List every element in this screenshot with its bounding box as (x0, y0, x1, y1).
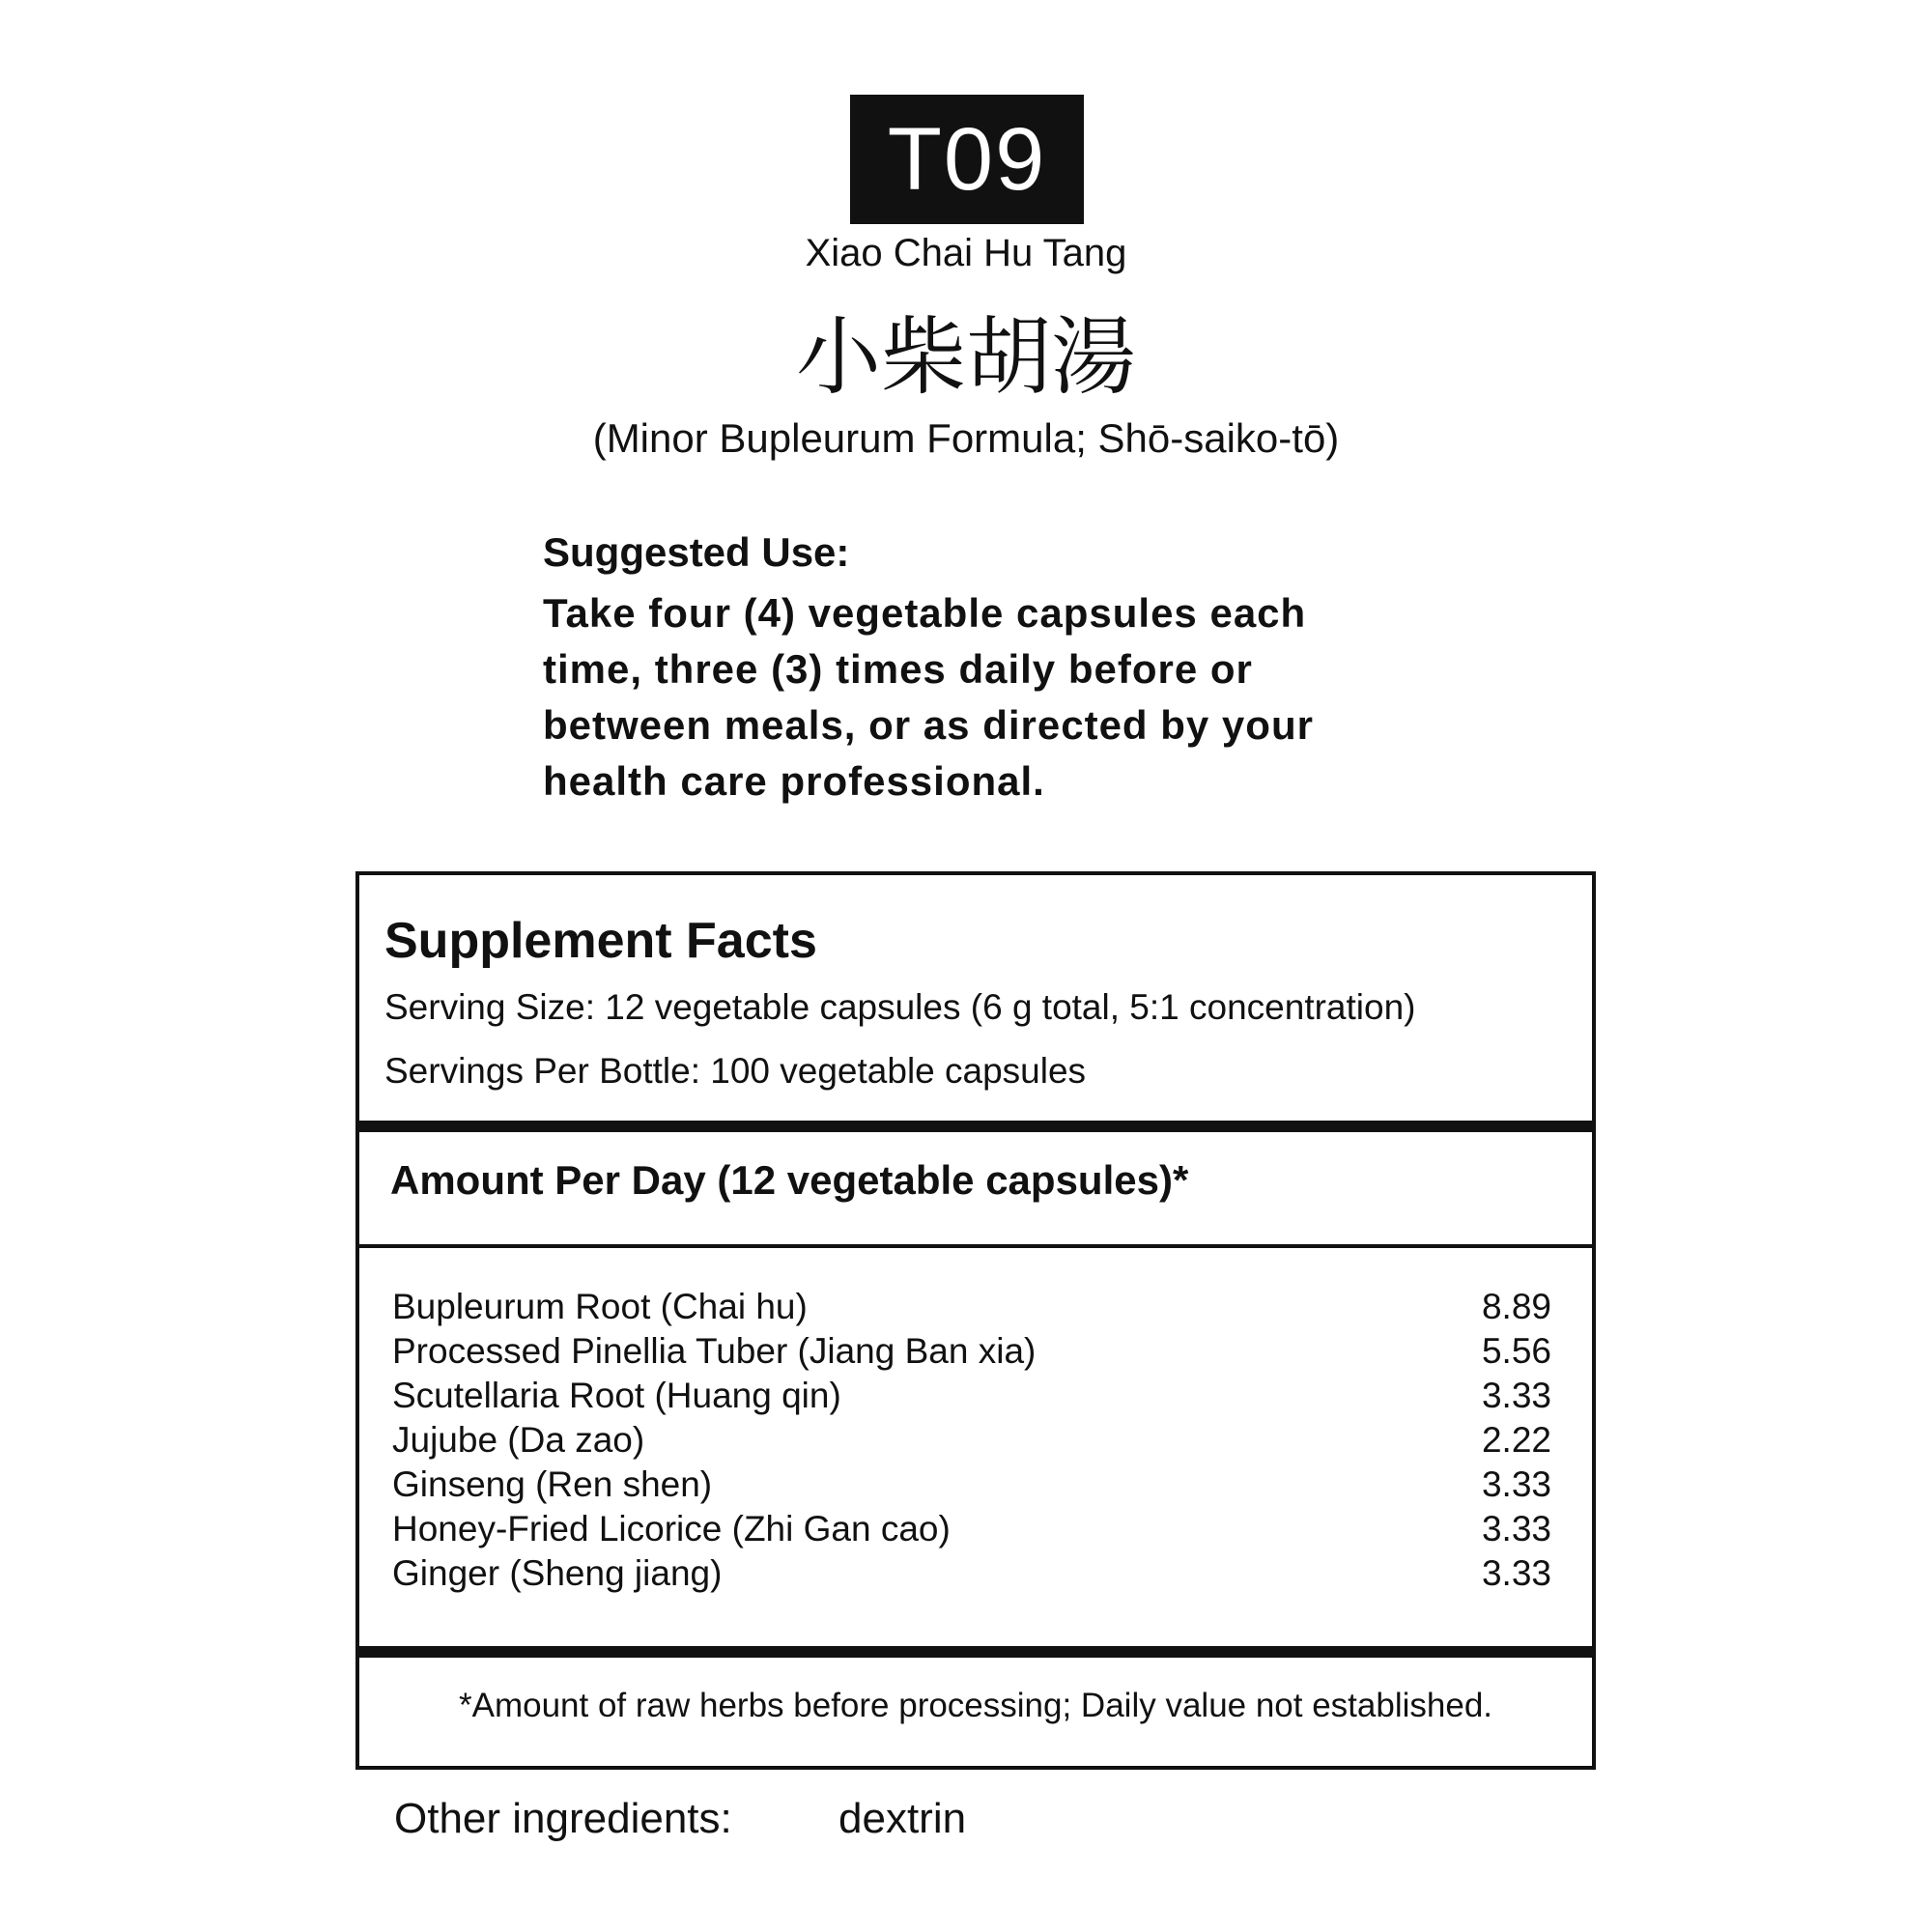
ingredient-name: Bupleurum Root (Chai hu) (392, 1287, 808, 1326)
ingredient-name: Processed Pinellia Tuber (Jiang Ban xia) (392, 1331, 1037, 1371)
ingredient-row (392, 1329, 1551, 1374)
servings-per-bottle: Servings Per Bottle: 100 vegetable capsules (384, 1051, 1087, 1091)
divider-thin (359, 1244, 1592, 1248)
ingredient-name: Honey-Fried Licorice (Zhi Gan cao) (392, 1509, 951, 1548)
ingredient-row (392, 1374, 1551, 1418)
ingredient-amount: 2.22 (1481, 1420, 1551, 1460)
facts-footnote: *Amount of raw herbs before processing; Daily value not established. (458, 1687, 1493, 1724)
supplement-facts-panel (355, 871, 1596, 1770)
ingredient-amount: 3.33 (1481, 1376, 1551, 1415)
ingredient-row (392, 1418, 1551, 1463)
serving-size: Serving Size: 12 vegetable capsules (6 g total, 5:1 concentration) (384, 987, 1416, 1027)
ingredient-name: Scutellaria Root (Huang qin) (392, 1376, 841, 1415)
ingredient-row (392, 1463, 1551, 1507)
suggested-use-heading: Suggested Use: (543, 529, 850, 575)
ingredient-amount: 3.33 (1481, 1509, 1551, 1548)
other-ingredients-label: Other ingredients: (394, 1795, 732, 1842)
divider-thick (359, 1121, 1592, 1132)
ingredient-row (392, 1507, 1551, 1551)
amount-per-day-heading: Amount Per Day (12 vegetable capsules)* (390, 1157, 1189, 1203)
ingredient-name: Ginseng (Ren shen) (392, 1464, 713, 1504)
ingredient-amount: 3.33 (1481, 1553, 1551, 1593)
ingredient-name: Ginger (Sheng jiang) (392, 1553, 723, 1593)
product-chinese-name: 小柴胡湯 (795, 307, 1136, 407)
suggested-use-text: Take four (4) vegetable capsules each time, three (3) times daily before or between meals, or as directed by your health care professional. (543, 590, 1314, 804)
ingredient-row (392, 1551, 1551, 1596)
other-ingredients-value: dextrin (838, 1795, 967, 1842)
ingredient-name: Jujube (Da zao) (392, 1420, 645, 1460)
product-pinyin-name: Xiao Chai Hu Tang (805, 232, 1127, 274)
product-code: T09 (850, 95, 1084, 224)
product-english-name: (Minor Bupleurum Formula; Shō-saiko-tō) (592, 415, 1340, 461)
ingredient-amount: 3.33 (1481, 1464, 1551, 1504)
ingredient-amount: 5.56 (1481, 1331, 1551, 1371)
divider-thick (359, 1646, 1592, 1658)
ingredient-amount: 8.89 (1481, 1287, 1551, 1326)
ingredient-row (392, 1285, 1551, 1329)
ingredient-list (392, 1285, 1551, 1596)
supplement-facts-title: Supplement Facts (384, 913, 817, 969)
